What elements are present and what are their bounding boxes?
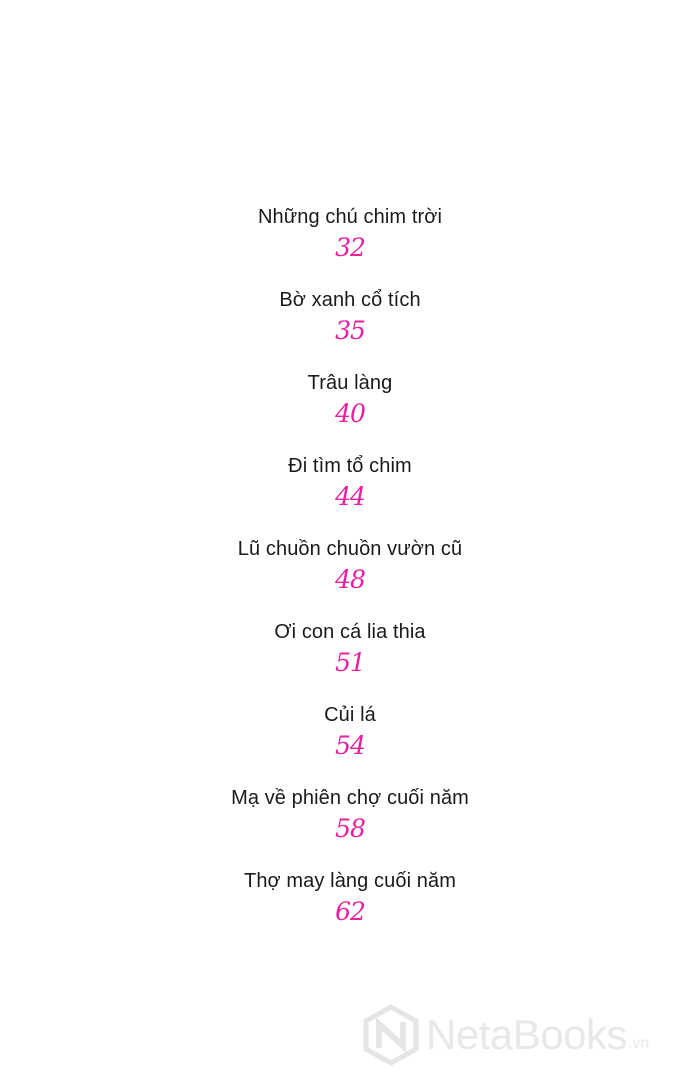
toc-entry[interactable] [244,867,456,950]
toc-entry-title[interactable]: Lũ chuồn chuồn vườn cũ [237,538,463,560]
netabooks-logo-icon [362,1004,420,1066]
toc-entry-page-number: 48 [335,565,365,594]
toc-entry[interactable] [258,203,442,286]
toc-entry[interactable] [308,369,393,452]
table-of-contents [0,203,700,950]
toc-entry[interactable] [231,784,469,867]
toc-entry-title[interactable]: Đi tìm tổ chim [288,455,412,477]
toc-entry-title[interactable]: Ơi con cá lia thia [274,621,426,643]
toc-entry-page-number: 40 [335,399,365,428]
netabooks-watermark [362,1003,682,1067]
toc-entry-page-number: 58 [335,814,365,843]
toc-entry-title[interactable]: Những chú chim trời [257,206,443,228]
toc-entry[interactable] [279,286,420,369]
toc-entry-page-number: 32 [335,233,365,262]
toc-entry-page-number: 54 [335,731,365,760]
toc-entry[interactable] [324,701,376,784]
toc-entry-title[interactable]: Mạ về phiên chợ cuối năm [231,787,469,809]
toc-entry-page-number: 62 [335,897,365,926]
toc-entry[interactable] [288,452,412,535]
watermark-domain: .vn [627,1035,650,1052]
toc-entry-page-number: 44 [335,482,365,511]
toc-entry-title[interactable]: Trâu làng [307,372,393,394]
toc-entry-title[interactable]: Bờ xanh cổ tích [279,289,421,311]
toc-entry-title[interactable]: Thợ may làng cuối năm [244,870,456,892]
toc-entry[interactable] [274,618,425,701]
watermark-brand: NetaBooks [426,1011,627,1058]
toc-entry-page-number: 35 [335,316,365,345]
toc-entry[interactable] [238,535,462,618]
toc-entry-page-number: 51 [335,648,365,677]
toc-entry-title[interactable]: Củi lá [324,704,376,726]
